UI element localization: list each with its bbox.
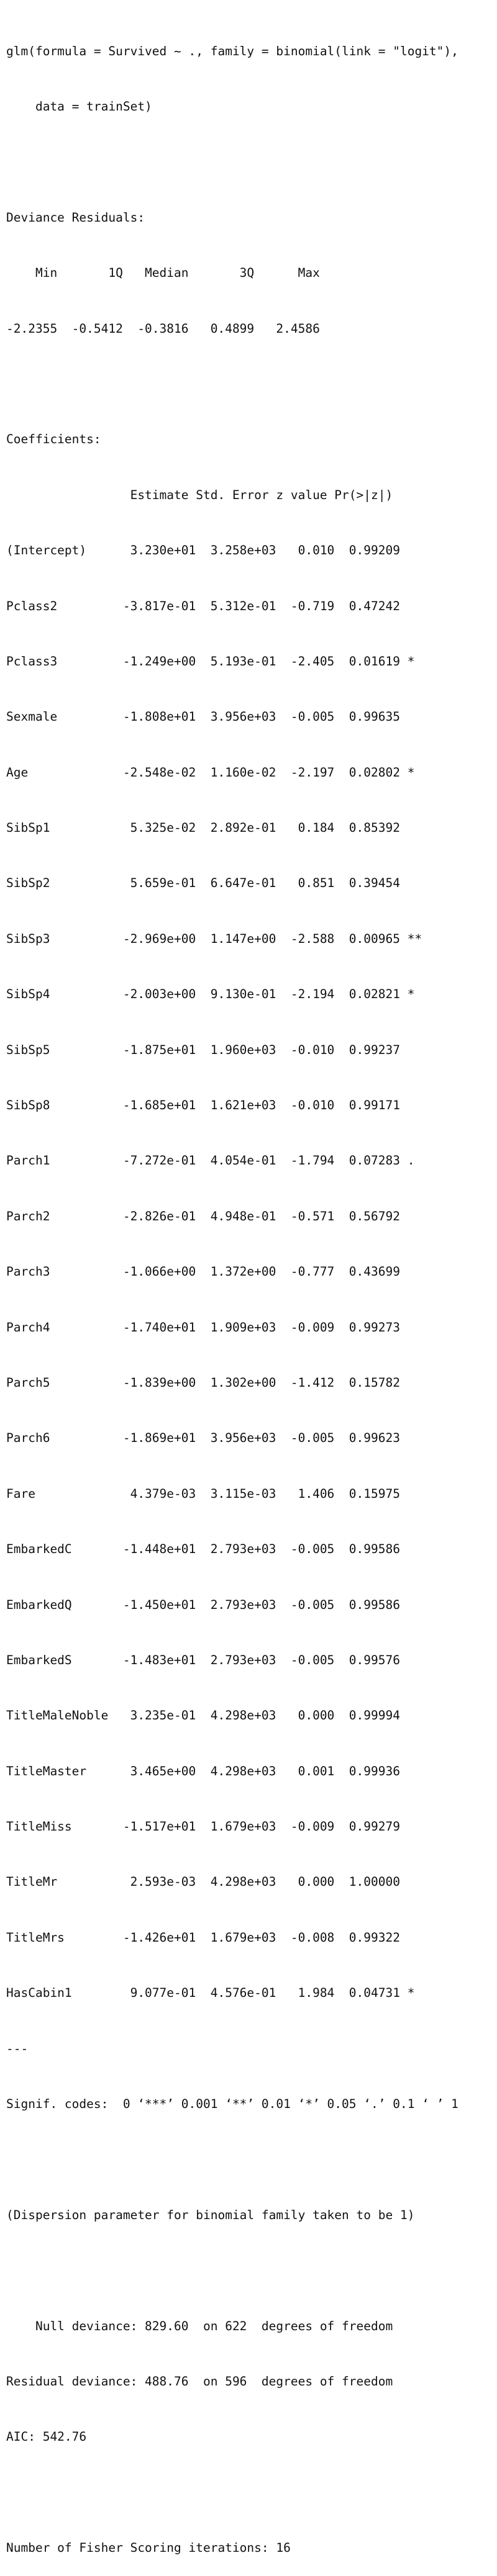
coefficient-row: TitleMr 2.593e-03 4.298e+03 0.000 1.00000 (6, 1875, 422, 1889)
coefficient-row: Sexmale -1.808e+01 3.956e+03 -0.005 0.99635 (6, 709, 422, 724)
coefficient-row: SibSp4 -2.003e+00 9.130e-01 -2.194 0.02821 * (6, 987, 422, 1002)
glm-call-line-1: glm(formula = Survived ~ ., family = binomial(link = "logit"), (6, 43, 458, 58)
coefficient-row: Parch5 -1.839e+00 1.302e+00 -1.412 0.15782 (6, 1375, 422, 1390)
coefficient-row: SibSp5 -1.875e+01 1.960e+03 -0.010 0.99237 (6, 1042, 422, 1057)
blank-line (6, 2150, 458, 2169)
coefficient-row: Pclass3 -1.249e+00 5.193e-01 -2.405 0.01619 * (6, 654, 422, 669)
separator-line: --- (6, 2041, 29, 2056)
coefficient-row: SibSp3 -2.969e+00 1.147e+00 -2.588 0.00965 ** (6, 931, 422, 946)
coefficient-row: HasCabin1 9.077e-01 4.576e-01 1.984 0.04731 * (6, 1986, 422, 2001)
coefficient-row: TitleMrs -1.426e+01 1.679e+03 -0.008 0.99322 (6, 1930, 422, 1945)
coefficients-title: Coefficients: (6, 432, 101, 447)
coefficient-row: Age -2.548e-02 1.160e-02 -2.197 0.02802 * (6, 765, 422, 780)
signif-codes-line: Signif. codes: 0 ‘***’ 0.001 ‘**’ 0.01 ‘*’ 0.05 ‘.’ 0.1 ‘ ’ 1 (6, 2097, 458, 2112)
coefficient-row: EmbarkedQ -1.450e+01 2.793e+03 -0.005 0.99586 (6, 1597, 422, 1612)
coefficient-row: Parch3 -1.066e+00 1.372e+00 -0.777 0.43699 (6, 1264, 422, 1279)
coefficient-row: Parch1 -7.272e-01 4.054e-01 -1.794 0.07283 . (6, 1153, 422, 1168)
blank-line (6, 153, 458, 171)
coefficient-row: EmbarkedS -1.483e+01 2.793e+03 -0.005 0.99576 (6, 1652, 422, 1667)
blank-line (6, 2261, 458, 2280)
coefficient-row: TitleMaleNoble 3.235e-01 4.298e+03 0.000 0.99994 (6, 1708, 422, 1723)
r-console-output (6, 5, 458, 2576)
coefficient-row: TitleMiss -1.517e+01 1.679e+03 -0.009 0.99279 (6, 1819, 422, 1834)
residual-deviance-line: Residual deviance: 488.76 on 596 degrees of freedom (6, 2374, 393, 2389)
coefficient-row: Parch6 -1.869e+01 3.956e+03 -0.005 0.99623 (6, 1431, 422, 1446)
blank-line (6, 375, 458, 394)
coefficient-row: SibSp1 5.325e-02 2.892e-01 0.184 0.85392 (6, 821, 422, 835)
glm-call-line-2: data = trainSet) (6, 99, 152, 114)
coefficient-row: TitleMaster 3.465e+00 4.298e+03 0.001 0.99936 (6, 1763, 422, 1778)
coefficient-row: Fare 4.379e-03 3.115e-03 1.406 0.15975 (6, 1486, 422, 1501)
null-deviance-line: Null deviance: 829.60 on 622 degrees of freedom (6, 2318, 393, 2333)
coefficient-row: Pclass2 -3.817e-01 5.312e-01 -0.719 0.47242 (6, 598, 422, 613)
coefficient-row: Parch2 -2.826e-01 4.948e-01 -0.571 0.56792 (6, 1209, 422, 1223)
blank-line (6, 2484, 458, 2502)
coefficients-header: Estimate Std. Error z value Pr(>|z|) (6, 487, 415, 502)
deviance-residuals-values: -2.2355 -0.5412 -0.3816 0.4899 2.4586 (6, 321, 335, 336)
coefficient-row: SibSp8 -1.685e+01 1.621e+03 -0.010 0.99171 (6, 1098, 422, 1113)
aic-line: AIC: 542.76 (6, 2430, 87, 2444)
deviance-residuals-title: Deviance Residuals: (6, 210, 145, 225)
coefficient-row: EmbarkedC -1.448e+01 2.793e+03 -0.005 0.99586 (6, 1542, 422, 1557)
coefficient-row: (Intercept) 3.230e+01 3.258e+03 0.010 0.99209 (6, 543, 422, 558)
deviance-residuals-header: Min 1Q Median 3Q Max (6, 266, 335, 281)
fisher-iterations-line: Number of Fisher Scoring iterations: 16 (6, 2541, 291, 2556)
coefficient-row: Parch4 -1.740e+01 1.909e+03 -0.009 0.99273 (6, 1320, 422, 1335)
coefficient-row: SibSp2 5.659e-01 6.647e-01 0.851 0.39454 (6, 876, 422, 891)
dispersion-line: (Dispersion parameter for binomial family taken to be 1) (6, 2207, 415, 2222)
